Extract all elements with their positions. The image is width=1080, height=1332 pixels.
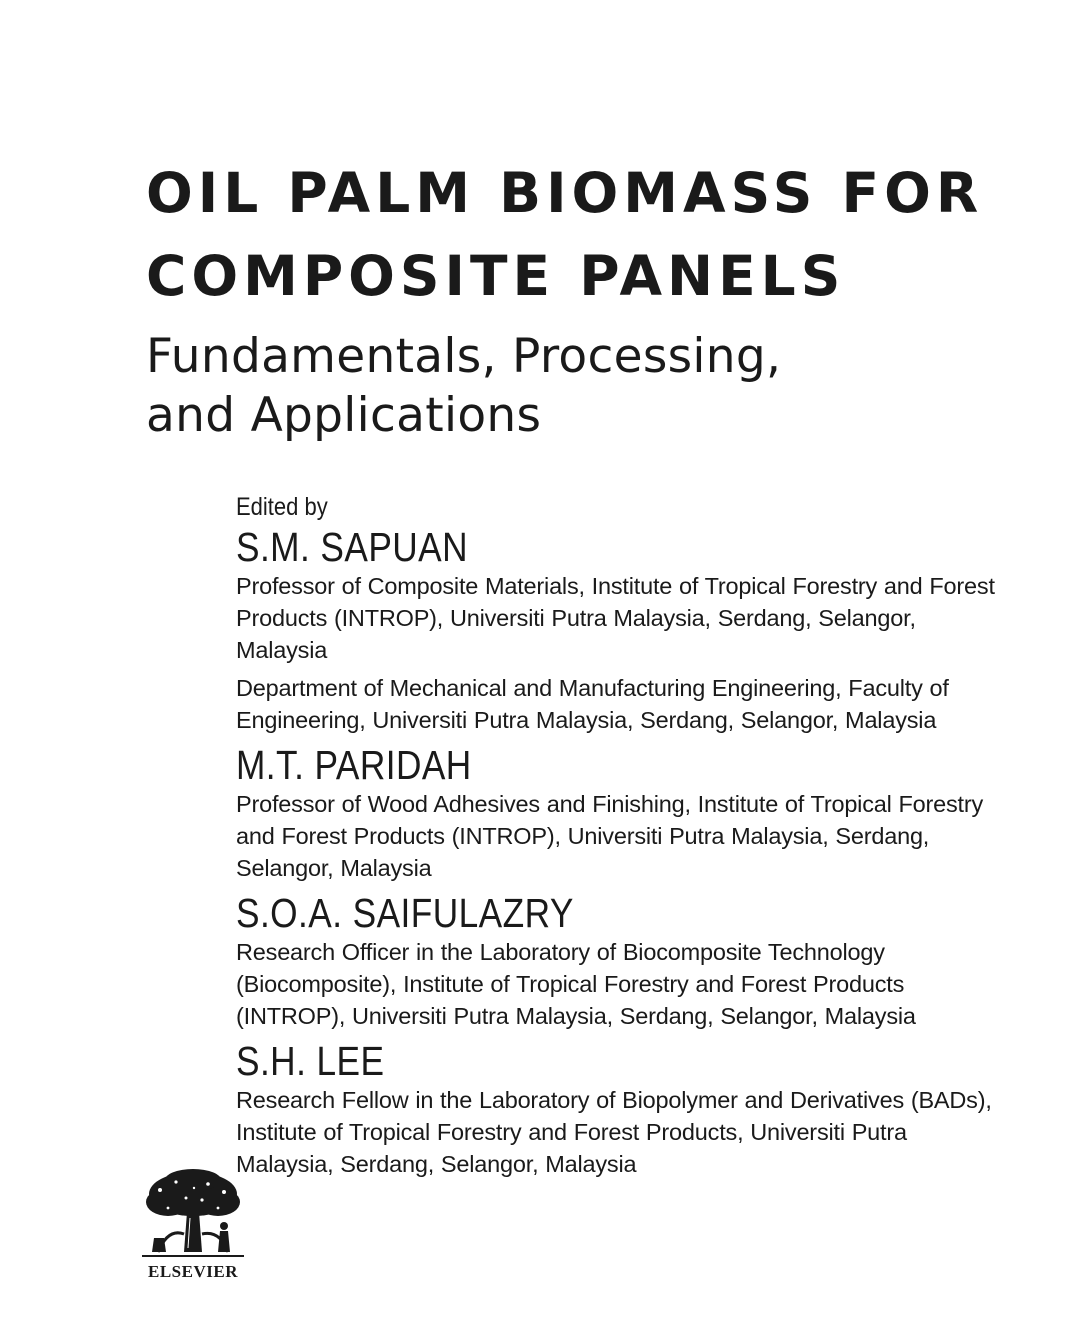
editor-name: S.O.A. SAIFULAZRY	[236, 890, 574, 936]
editor-entry	[236, 890, 996, 1032]
book-title	[146, 152, 1046, 318]
editor-affiliation: Department of Mechanical and Manufacturing Engineering, Faculty of Engineering, Universiti Putra Malaysia, Serdang, Selangor, Malaysia	[236, 675, 949, 733]
editor-affiliation: Research Fellow in the Laboratory of Biopolymer and Derivatives (BADs), Institute of Tropical Forestry and Forest Products, Universiti Putra Malaysia, Serdang, Selangor, Malaysia	[236, 1087, 992, 1177]
editor-name: M.T. PARIDAH	[236, 742, 472, 788]
book-subtitle-line: and Applications	[146, 388, 542, 443]
book-subtitle-line: Fundamentals, Processing,	[146, 329, 782, 384]
editor-affiliation: Professor of Wood Adhesives and Finishing, Institute of Tropical Forestry and Forest Products (INTROP), Universiti Putra Malaysia, Serdang, Selangor, Malaysia	[236, 791, 984, 881]
editor-entry	[236, 1038, 996, 1180]
edited-by-label: Edited by	[236, 493, 328, 521]
book-title-line: OIL PALM BIOMASS FOR	[146, 161, 984, 225]
editor-name: S.M. SAPUAN	[236, 524, 469, 570]
editor-affiliation: Professor of Composite Materials, Institute of Tropical Forestry and Forest Products (INTROP), Universiti Putra Malaysia, Serdang, Selangor, Malaysia	[236, 573, 995, 663]
publisher-name: ELSEVIER	[148, 1262, 238, 1281]
editor-affiliation: Research Officer in the Laboratory of Biocomposite Technology (Biocomposite), Institute of Tropical Forestry and Forest Products (INTROP), Universiti Putra Malaysia, Serdang, Selangor, Malaysia	[236, 939, 916, 1029]
editor-entry	[236, 742, 996, 884]
book-subtitle	[146, 327, 1046, 445]
editor-name: S.H. LEE	[236, 1038, 385, 1084]
editor-entry	[236, 524, 996, 736]
editors-block	[236, 490, 996, 1180]
book-title-line: COMPOSITE PANELS	[146, 244, 846, 308]
